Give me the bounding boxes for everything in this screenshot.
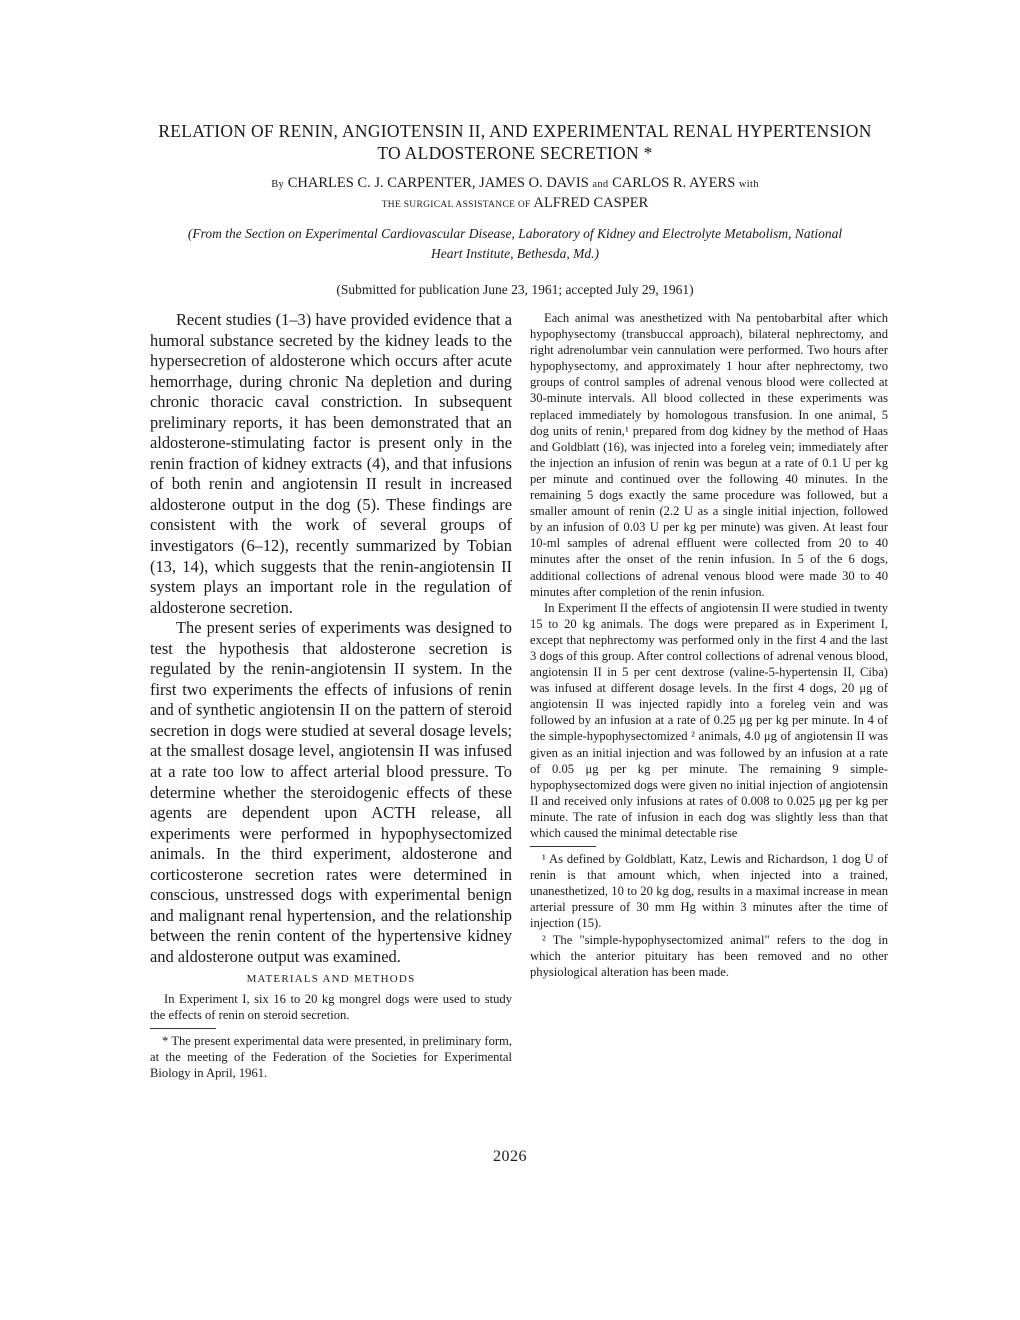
article-title: RELATION OF RENIN, ANGIOTENSIN II, AND EXPERIMENTAL RENAL HYPERTENSION TO ALDOSTERONE SECRETION * <box>158 121 872 163</box>
assistance-name: ALFRED CASPER <box>533 195 649 211</box>
footnote-divider <box>530 846 596 847</box>
footnote-1: ¹ As defined by Goldblatt, Katz, Lewis and Richardson, 1 dog U of renin is that amount which, when injected into a trained, unanesthetized, 10 to 20 kg dog, results in a maximal increase in mean arterial pressure of 30 mm Hg within 3 minutes after the time of injection (15). <box>530 852 888 931</box>
authors-and: and <box>592 179 609 190</box>
footnote-asterisk: * The present experimental data were presented, in preliminary form, at the meeting of the Federation of the Societies for Experimental Biology in April, 1961. <box>150 1033 512 1080</box>
assistance-line <box>150 194 880 214</box>
footnote-divider <box>150 1028 216 1029</box>
methods-paragraph-2: Each animal was anesthetized with Na pentobarbital after which hypophysectomy (transbuccal approach), bilateral nephrectomy, and right adrenolumbar vein cannulation were performed. Two hours after hypophysectomy, and approximately 1 hour after nephrectomy, two groups of control samples of adrenal venous blood were collected at 30-minute intervals. All blood collected in these experiments was replaced immediately by homologous transfusion. In one animal, 5 dog units of renin,¹ prepared from dog kidney by the method of Haas and Goldblatt (16), was injected into a foreleg vein; immediately after the injection an infusion of renin was begun at a rate of 0.1 U per kg per minute and continued over the following 40 minutes. In the remaining 5 dogs exactly the same procedure was followed, but a smaller amount of renin (2.2 U as a single initial injection, followed by an infusion of 0.03 U per kg per minute) was given. At least four 10-ml samples of adrenal effluent were collected from 20 to 40 minutes after the onset of the renin infusion. In 5 of the 6 dogs, additional collections of adrenal venous blood were made 30 to 40 minutes after completion of the renin infusion. <box>530 311 888 599</box>
intro-paragraph-2: The present series of experiments was designed to test the hypothesis that aldosterone secretion is regulated by the renin-angiotensin II system. In the first two experiments the effects of infusions of renin and of synthetic angiotensin II on the pattern of steroid secretion in dogs were studied at several dosage levels; at the smallest dosage level, angiotensin II was infused at a rate too low to affect arterial blood pressure. To determine whether the steroidogenic effects of these agents are dependent upon ACTH release, all experiments were performed in hypophysectomized animals. In the third experiment, aldosterone and corticosterone secretion rates were determined in conscious, unstressed dogs with experimental benign and malignant renal hypertension, and the relationship between the renin content of the hypertensive kidney and aldosterone output was examined. <box>150 618 512 966</box>
article-header <box>150 120 880 298</box>
authors-names-2: CARLOS R. AYERS <box>612 175 736 191</box>
page-number: 2026 <box>493 1148 527 1165</box>
authors-by: By <box>271 179 285 190</box>
methods-paragraph-3: In Experiment II the effects of angiotensin II were studied in twenty 15 to 20 kg animals. The dogs were prepared as in Experiment I, except that nephrectomy was performed only in the first 4 and the last 3 dogs of this group. After control collections of adrenal venous blood, angiotensin II in 5 per cent dextrose (valine-5-hypertensin II, Ciba) was infused at different dosage levels. In the first 4 dogs, 20 μg of angiotensin II was injected rapidly into a foreleg vein and was followed by an infusion at a rate of 0.25 μg per kg per minute. In 4 of the simple-hypophysectomized ² animals, 4.0 μg of angiotensin II was given as an initial injection and was followed by an infusion at a rate of 0.05 μg per kg per minute. The remaining 9 simple-hypophysectomized dogs were given no initial injection of angiotensin II and received only infusions at rates of 0.008 to 0.025 μg per kg per minute. The rate of infusion in each dog was slightly less than that which caused the minimal detectable rise <box>530 600 888 840</box>
authors-with: with <box>738 179 759 190</box>
assistance-prefix: THE SURGICAL ASSISTANCE OF <box>381 200 531 210</box>
author-line <box>150 174 880 194</box>
intro-paragraph-1: Recent studies (1–3) have provided evidence that a humoral substance secreted by the kidney leads to the hypersecretion of aldosterone which occurs after acute hemorrhage, during chronic Na depletion and during chronic thoracic caval constriction. In subsequent preliminary reports, it has been demonstrated that an aldosterone-stimulating factor is present only in the renin fraction of kidney extracts (4), and that infusions of both renin and angiotensin II result in increased aldosterone output in the dog (5). These findings are consistent with the work of several groups of investigators (6–12), recently summarized by Tobian (13, 14), which suggests that the renin-angiotensin II system plays an important role in the regulation of aldosterone secretion. <box>150 310 512 617</box>
methods-paragraph-1: In Experiment I, six 16 to 20 kg mongrel dogs were used to study the effects of renin on steroid secretion. <box>150 991 512 1022</box>
left-column <box>150 310 512 1081</box>
submission-dates: (Submitted for publication June 23, 1961; accepted July 29, 1961) <box>336 282 694 297</box>
section-heading-methods: MATERIALS AND METHODS <box>246 972 416 985</box>
authors-names-1: CHARLES C. J. CARPENTER, JAMES O. DAVIS <box>287 175 589 191</box>
right-column <box>530 310 888 980</box>
footnote-2: ² The "simple-hypophysectomized animal" refers to the dog in which the anterior pituitary has been removed and no other physiological alteration has been made. <box>530 932 888 979</box>
affiliation: (From the Section on Experimental Cardiovascular Disease, Laboratory of Kidney and Electrolyte Metabolism, National Heart Institute, Bethesda, Md.) <box>187 226 843 261</box>
